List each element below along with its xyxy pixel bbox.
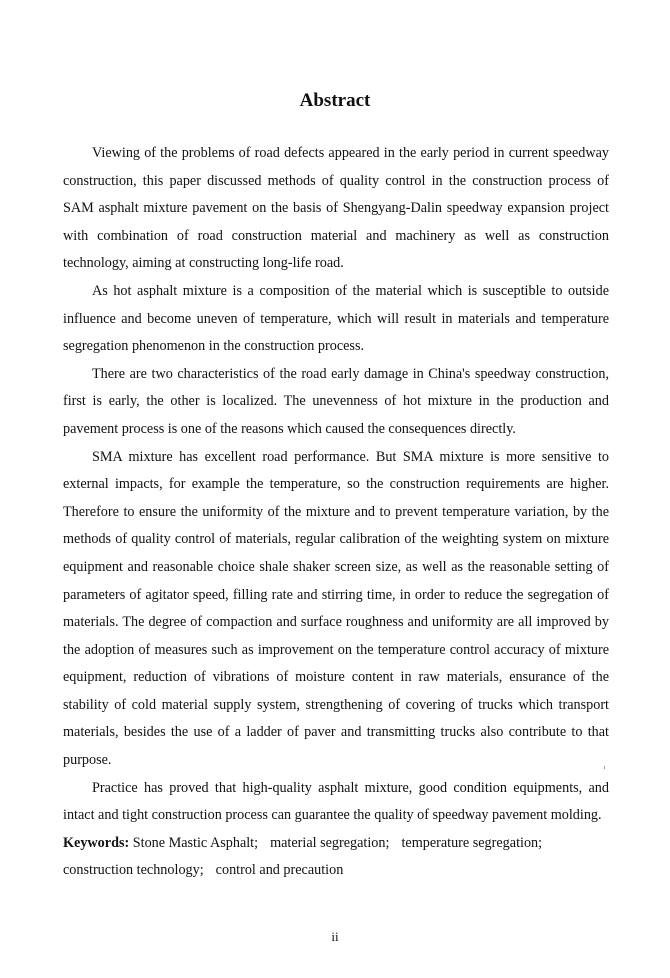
abstract-paragraph-2: As hot asphalt mixture is a composition of the material which is susceptible to outside influence and become uneven of temperature, which will result in materials and temperature segregation phenomenon in the construction process. [63,282,609,355]
keyword-item: material segregation; [270,834,390,851]
abstract-body [63,140,609,885]
keyword-item: control and precaution [215,862,344,879]
abstract-paragraph-1: Viewing of the problems of road defects appeared in the early period in current speedway construction, this paper discussed methods of quality control in the construction process of SAM asphalt mixture pavement on the basis of Shengyang-Dalin speedway expansion project with combination of road construction material and machinery as well as construction technology, aiming at constructing long-life road. [63,145,609,272]
abstract-paragraph-4: SMA mixture has excellent road performance. But SMA mixture is more sensitive to external impacts, for example the temperature, so the construction requirements are higher. Therefore to ensure the uniformity of the mixture and to prevent temperature variation, by the methods of quality control of materials, regular calibration of the weighting system on mixture equipment and reasonable choice shale shaker screen size, as well as the reasonable setting of parameters of agitator speed, filling rate and stirring time, in order to reduce the segregation of materials. The degree of compaction and surface roughness and uniformity are all improved by the adoption of measures such as improvement on the temperature control accuracy of mixture equipment, reduction of vibrations of moisture content in raw materials, ensurance of the stability of cold material supply system, strengthening of covering of trucks which transport materials, besides the use of a ladder of paver and transmitting trucks also contribute to that purpose. [63,448,609,769]
page-number: ii [331,929,339,944]
keyword-item: construction technology; [63,862,204,879]
keyword-item: Stone Mastic Asphalt; [132,834,259,851]
keywords-line [63,830,609,885]
keywords-label: Keywords: [63,834,130,851]
abstract-paragraph-5: Practice has proved that high-quality asphalt mixture, good condition equipments, and intact and tight construction process can guarantee the quality of speedway pavement molding. [63,779,609,824]
abstract-paragraph-3: There are two characteristics of the road early damage in China's speedway construction, first is early, the other is localized. The unevenness of hot mixture in the production and pavement process is one of the reasons which caused the consequences directly. [63,365,609,437]
scan-speck [604,766,605,769]
abstract-title: Abstract [299,90,371,111]
keyword-item: temperature segregation; [401,834,543,851]
